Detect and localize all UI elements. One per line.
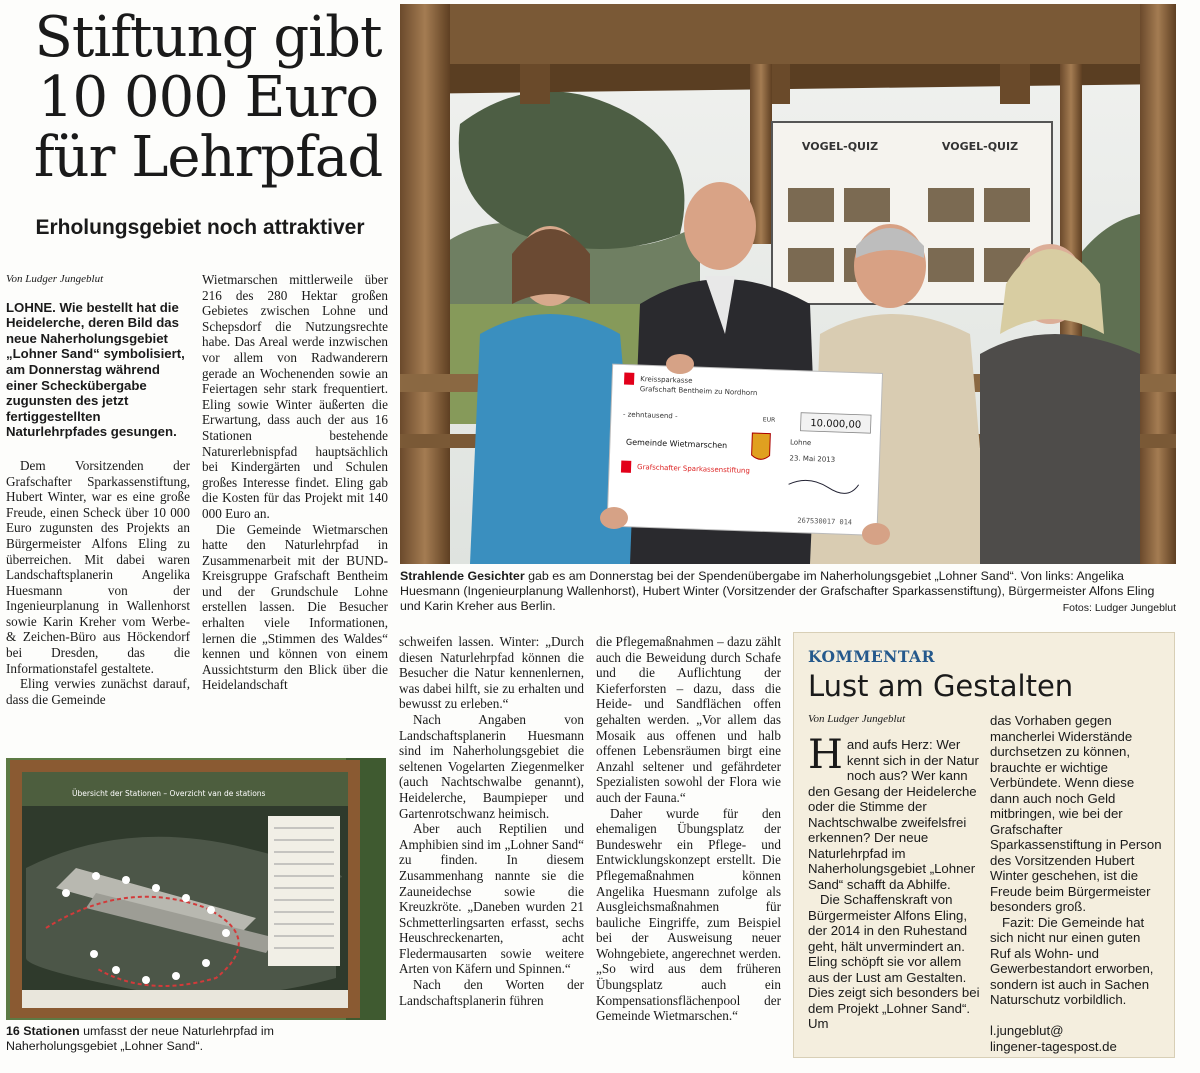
article-column-4 [596, 634, 781, 1024]
kommentar-dropcap: H [808, 732, 843, 778]
cheque-payee: Gemeinde Wietmarschen [625, 437, 728, 451]
kommentar-byline: Von Ludger Jungeblut [808, 713, 906, 725]
map-photo-caption [6, 1024, 388, 1054]
quiz-board-title-left: VOGEL-QUIZ [801, 140, 879, 153]
article-column-2 [202, 272, 388, 693]
cheque-amount: 10.000,00 [810, 418, 862, 431]
kommentar-tag: KOMMENTAR [808, 647, 935, 666]
main-photo [400, 4, 1176, 564]
map-board-heading: Übersicht der Stationen – Overzicht van de stations [72, 789, 266, 798]
kommentar-email-line-2: lingener-tagespost.de [990, 1038, 1117, 1054]
cheque-currency: EUR [762, 416, 776, 424]
main-photo-caption-bold: Strahlende Gesichter [400, 569, 525, 583]
article-paragraph: Dem Vorsitzenden der Grafschafter Sparkassenstiftung, Hubert Winter, war es eine große Freude, einen Scheck über 10 000 Euro zugunsten des Projekts an Bürgermeister Alfons Eling zu überreichen. Mit dabei waren Landschaftsplanerin Angelika Huesmann von der Ingenieurplanung in Wallenhorst sowie Karin Kreher vom Werbe- & Zeichen-Büro aus Höckendorf bei Dresden, das die Informationstafel gestaltete. [6, 457, 190, 676]
cheque-number: 267530017 014 [797, 516, 853, 527]
kommentar-title: Lust am Gestalten [808, 669, 1074, 703]
article-lead: LOHNE. Wie bestellt hat die Heidelerche, deren Bild das neue Naherholungsgebiet „Lohner Sand“ symbolisiert, am Donnerstag während einer Scheckübergabe zugunsten des jetzt fertiggestellten Naturlehrpfades gesungen. [6, 299, 185, 440]
kommentar-paragraph: Die Schaffenskraft von Bürgermeister Alfons Eling, der 2014 in den Ruhestand geht, hält unvermindert an. Eling schöpft sie vor allem aus der Lust am Gestalten. Dies zeigt sich besonders bei dem Projekt „Lohner Sand“. Um [808, 892, 980, 1031]
kommentar-email-line-1: l.jungeblut@ [990, 1023, 1064, 1038]
article-paragraph: Daher wurde für den ehemaligen Übungsplatz der Bundeswehr ein Pflege- und Entwicklungskonzept erstellt. Die Pflegemaßnahmen können Angelika Huesmann zufolge als Ausgleichsmaßnahmen für bauliche Eingriffe, zum Beispiel bei der Ausweisung neuer Wohngebiete, angerechnet werden. „So wird aus dem früheren Übungsplatz auch ein Kompensationsflächenpool der Gemeinde Wietmarschen.“ [596, 805, 781, 1024]
headline [28, 5, 388, 190]
subheadline: Erholungsgebiet noch attraktiver [35, 216, 365, 239]
kommentar-box [793, 632, 1175, 1058]
kommentar-paragraph: Hand aufs Herz: Wer kennt sich in der Natur noch aus? Wer kann den Gesang der Heidelerche oder die Stimme der Nachtschwalbe zweifelsfrei erkennen? Der neue Naturlehrpfad im Naherholungsgebiet „Lohner Sand“ schafft da Abhilfe. [808, 732, 979, 892]
quiz-board-title-right: VOGEL-QUIZ [941, 140, 1019, 153]
map-board-illustration [6, 758, 386, 1020]
article-column-3 [399, 634, 584, 1008]
article-paragraph: Die Gemeinde Wietmarschen hatte den Naturlehrpfad in Zusammenarbeit mit der BUND-Kreisgruppe Grafschaft Bentheim und der Grundschule Lohne erstellen lassen. Die Besucher erhalten viele Informationen, lernen die „Stimmen des Waldes“ kennen und können von einem Aussichtsturm den Blick über die Heidelandschaft [202, 521, 388, 693]
kommentar-column-2 [990, 713, 1162, 1054]
kommentar-paragraph: das Vorhaben gegen mancherlei Widerstände durchsetzen zu können, brauchte er wichtige Verbündete. Wenn diese dann auch noch Geld mitbringen, wie bei der Grafschafter Sparkassenstiftung in Person des Vorsitzenden Hubert Winter geschehen, ist die Freude beim Bürgermeister besonders groß. [990, 713, 1162, 914]
cheque-bank: Kreissparkasse [640, 375, 693, 385]
cheque-date: 23. Mai 2013 [789, 454, 836, 464]
article-paragraph: die Pflegemaßnahmen – dazu zählt auch die Beweidung durch Schafe und die Auflichtung der Kieferforsten – dazu, dass die Heide- und Sandflächen offen gehalten werden. „Vor allem das Mosaik aus offenen und halb offenen Lebensräumen birgt eine Anzahl seltener und gefährdeter Spezialisten sowohl der Flora wie auch der Fauna.“ [596, 634, 781, 805]
map-photo [6, 758, 386, 1020]
headline-line-3: für Lehrpfad [33, 125, 383, 190]
article-paragraph: Aber auch Reptilien und Amphibien sind im „Lohner Sand“ zu finden. In diesem Zusammenhang nannte sie die Zauneidechse sowie die Kreuzkröte. „Daneben wurden 21 Schmetterlingsarten erfasst, sechs Heuschreckenarten, acht Fledermausarten sowie weitere Arten von Käfern und Spinnen.“ [399, 821, 584, 977]
photo-credit: Fotos: Ludger Jungeblut [1062, 602, 1176, 614]
cheque-amount-words: - zehntausend - [622, 410, 678, 421]
cheque-bank-sub: Grafschaft Bentheim zu Nordhorn [639, 385, 758, 398]
article-paragraph: Nach den Worten der Landschaftsplanerin führen [399, 977, 584, 1008]
article-paragraph: Eling verwies zunächst darauf, dass die Gemeinde [6, 676, 190, 707]
cheque-issuer: Grafschafter Sparkassenstiftung [636, 463, 751, 475]
cheque-place: Lohne [789, 438, 812, 448]
article-byline: Von Ludger Jungeblut [6, 273, 104, 285]
kommentar-paragraph: Fazit: Die Gemeinde hat sich nicht nur einen guten Ruf als Wohn- und Gewerbestandort erworben, sondern ist auch in Sachen Naturschutz vorbildlich. [990, 914, 1154, 1007]
article-paragraph: Nach Angaben von Landschaftsplanerin Huesmann sind im Naherholungsgebiet die seltenen Vogelarten Ziegenmelker (auch Nachtschwalbe genannt), Heidelerche, Baumpieper und Gartenrotschwanz heimisch. [399, 711, 584, 821]
article-column-1 [6, 272, 190, 707]
map-photo-caption-bold: 16 Stationen [6, 1024, 80, 1038]
map-photo-caption-text: umfasst der neue Naturlehrpfad im Naherholungsgebiet „Lohner Sand“. [6, 1024, 274, 1053]
kommentar-column-1 [808, 732, 984, 1032]
article-paragraph: schweifen lassen. Winter: „Durch diesen Naturlehrpfad können die Besucher die Natur kennenlernen, was dabei hilft, sie zu erhalten und bewusst zu erleben.“ [399, 634, 584, 712]
headline-line-2: 10 000 Euro [37, 65, 379, 130]
main-photo-caption-text: gab es am Donnerstag bei der Spendenübergabe im Naherholungsgebiet „Lohner Sand“. Von links: Angelika Huesmann (Ingenieurplanung Wallenhorst), Hubert Winter (Vorsitzender der Grafschafter Sparkassenstiftung), Bürgermeister Alfons Eling und Karin Kreher aus Berlin. [400, 569, 1155, 613]
article-paragraph: Wietmarschen mittlerweile über 216 des 280 Hektar großen Gebietes zwischen Lohne und Schepsdorf die Nutzungsrechte habe. Das Areal werde inzwischen vor allem von Radwanderern gerade an Wochenenden sowie an Feiertagen sehr stark frequentiert. Eling sowie Winter äußerten die Erwartung, dass auch der aus 16 Stationen bestehende Naturerlebnispfad hauptsächlich bei Kindergärten und Schulen großes Interesse findet. Eling gab die Kosten für das Projekt mit 140 000 Euro an. [202, 272, 388, 521]
headline-line-1: Stiftung gibt [34, 5, 382, 70]
main-photo-illustration [400, 4, 1176, 564]
